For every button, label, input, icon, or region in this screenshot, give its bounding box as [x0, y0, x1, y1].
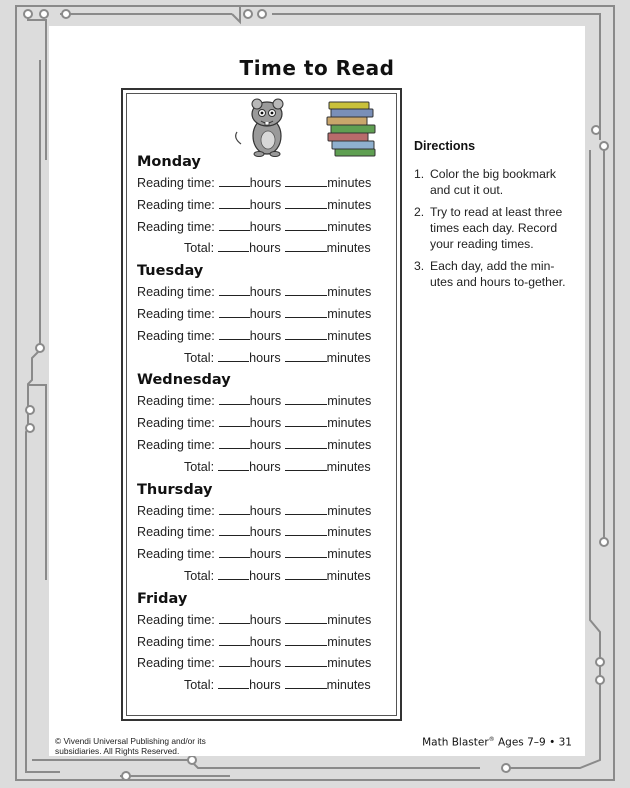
minutes-label: minutes — [327, 634, 372, 649]
hours-blank[interactable] — [218, 676, 249, 689]
minutes-blank[interactable] — [285, 218, 327, 231]
reading-time-label: Reading time: — [137, 285, 215, 300]
reading-time-label: Reading time: — [137, 176, 215, 190]
hours-label: hours — [249, 503, 282, 518]
reading-time-row — [137, 391, 387, 413]
direction-item — [414, 166, 579, 198]
reading-time-label: Reading time: — [137, 394, 215, 409]
hours-label: hours — [249, 328, 282, 343]
rat-icon — [236, 99, 283, 157]
hours-label: hours — [249, 525, 282, 540]
minutes-label: minutes — [326, 241, 371, 256]
hours-blank[interactable] — [219, 327, 250, 340]
total-label: Total: — [184, 568, 215, 583]
reading-time-label: Reading time: — [137, 437, 215, 452]
total-label: Total: — [184, 678, 215, 693]
hours-label: hours — [249, 306, 282, 321]
minutes-blank[interactable] — [285, 349, 327, 362]
day-section — [137, 369, 387, 478]
reading-time-label: Reading time: — [137, 612, 215, 627]
bookmark — [121, 88, 402, 721]
hours-blank[interactable] — [218, 567, 249, 580]
hours-blank[interactable] — [219, 502, 250, 515]
minutes-blank[interactable] — [285, 523, 327, 536]
hours-label: hours — [249, 568, 281, 583]
direction-number: 1. — [414, 167, 425, 181]
reading-time-label: Reading time: — [137, 306, 215, 321]
reading-time-row — [137, 632, 387, 654]
hours-label: hours — [249, 634, 282, 649]
hours-blank[interactable] — [219, 436, 250, 449]
reading-time-label: Reading time: — [137, 656, 215, 671]
registered-mark: ® — [488, 736, 495, 743]
direction-item — [414, 204, 579, 252]
hours-blank[interactable] — [219, 523, 250, 536]
minutes-blank[interactable] — [285, 414, 327, 427]
hours-blank[interactable] — [219, 174, 250, 187]
minutes-label: minutes — [327, 656, 372, 671]
hours-blank[interactable] — [219, 545, 250, 558]
total-time-row — [137, 675, 387, 697]
hours-blank[interactable] — [218, 458, 249, 471]
hours-label: hours — [249, 678, 281, 693]
reading-time-row — [137, 326, 387, 348]
minutes-label: minutes — [327, 547, 372, 562]
rat-and-books-illustration — [231, 96, 383, 158]
reading-time-row — [137, 304, 387, 326]
minutes-label: minutes — [327, 219, 372, 234]
reading-time-row — [137, 544, 387, 566]
hours-blank[interactable] — [219, 305, 250, 318]
minutes-label: minutes — [326, 350, 371, 365]
direction-text: Color the big bookmark and cut it out. — [430, 167, 556, 197]
hours-blank[interactable] — [219, 611, 250, 624]
hours-blank[interactable] — [218, 239, 249, 252]
minutes-blank[interactable] — [285, 327, 327, 340]
reading-time-label: Reading time: — [137, 328, 215, 343]
minutes-blank[interactable] — [285, 239, 327, 252]
reading-time-label: Reading time: — [137, 416, 215, 431]
worksheet-page — [49, 26, 585, 756]
minutes-blank[interactable] — [285, 436, 327, 449]
minutes-label: minutes — [327, 525, 372, 540]
day-section — [137, 260, 387, 369]
day-name: Monday — [137, 154, 201, 170]
directions-list — [414, 166, 579, 290]
total-time-row — [137, 566, 387, 588]
hours-blank[interactable] — [219, 392, 250, 405]
reading-time-label: Reading time: — [137, 547, 215, 562]
reading-time-label: Reading time: — [137, 634, 215, 649]
total-label: Total: — [184, 241, 215, 256]
minutes-blank[interactable] — [285, 654, 327, 667]
minutes-blank[interactable] — [285, 305, 327, 318]
footer-brand — [422, 736, 572, 749]
reading-time-row — [137, 413, 387, 435]
copyright-notice: © Vivendi Universal Publishing and/or its subsidiaries. All Rights Reserved. — [55, 736, 206, 756]
footer-separator: • — [549, 736, 556, 749]
reading-time-label: Reading time: — [137, 197, 215, 212]
hours-label: hours — [249, 459, 281, 474]
book-stack-icon — [327, 102, 375, 156]
directions-title: Directions — [414, 139, 476, 153]
minutes-blank[interactable] — [285, 611, 327, 624]
reading-time-row — [137, 610, 387, 632]
directions — [414, 139, 579, 296]
hours-blank[interactable] — [219, 218, 250, 231]
hours-label: hours — [249, 197, 282, 212]
days-list — [137, 151, 387, 697]
minutes-label: minutes — [327, 306, 372, 321]
day-section — [137, 151, 387, 260]
day-section — [137, 479, 387, 588]
minutes-blank[interactable] — [285, 196, 327, 209]
reading-time-label: Reading time: — [137, 525, 215, 540]
hours-blank[interactable] — [219, 283, 250, 296]
direction-text: Each day, add the min-utes and hours to-gether. — [430, 259, 566, 289]
hours-label: hours — [249, 547, 282, 562]
direction-number: 2. — [414, 205, 425, 219]
hours-label: hours — [249, 437, 282, 452]
hours-label: hours — [249, 656, 282, 671]
hours-blank[interactable] — [219, 633, 250, 646]
minutes-blank[interactable] — [285, 283, 327, 296]
minutes-blank[interactable] — [285, 502, 327, 515]
minutes-label: minutes — [327, 416, 372, 431]
minutes-label: minutes — [327, 394, 372, 409]
minutes-label: minutes — [327, 176, 372, 190]
reading-time-row — [137, 435, 387, 457]
hours-label: hours — [249, 176, 282, 190]
minutes-label: minutes — [327, 328, 372, 343]
age-range: Ages 7–9 — [498, 736, 546, 749]
hours-label: hours — [249, 350, 281, 365]
minutes-label: minutes — [327, 503, 372, 518]
brand-name: Math Blaster — [422, 736, 489, 749]
reading-time-row — [137, 653, 387, 675]
direction-text: Try to read at least three times each day. Record your reading times. — [430, 205, 563, 251]
hours-blank[interactable] — [219, 196, 250, 209]
minutes-blank[interactable] — [285, 567, 327, 580]
minutes-label: minutes — [326, 568, 371, 583]
minutes-blank[interactable] — [285, 545, 327, 558]
day-name: Friday — [137, 590, 188, 607]
reading-time-row — [137, 522, 387, 544]
hours-label: hours — [249, 416, 282, 431]
total-time-row — [137, 348, 387, 370]
day-name: Thursday — [137, 481, 213, 498]
direction-item — [414, 258, 579, 290]
hours-label: hours — [249, 612, 282, 627]
total-time-row — [137, 238, 387, 260]
minutes-blank[interactable] — [285, 633, 327, 646]
reading-time-label: Reading time: — [137, 219, 215, 234]
minutes-blank[interactable] — [285, 392, 327, 405]
page-number: 31 — [558, 736, 572, 749]
hours-blank[interactable] — [219, 414, 250, 427]
day-name: Wednesday — [137, 372, 231, 389]
reading-time-row — [137, 217, 387, 239]
reading-time-row — [137, 501, 387, 523]
hours-label: hours — [249, 285, 282, 300]
minutes-blank[interactable] — [285, 174, 327, 187]
minutes-label: minutes — [327, 285, 372, 300]
minutes-label: minutes — [327, 437, 372, 452]
reading-time-row — [137, 173, 387, 195]
minutes-label: minutes — [327, 612, 372, 627]
day-section — [137, 588, 387, 697]
minutes-label: minutes — [326, 678, 371, 693]
day-name: Tuesday — [137, 263, 204, 280]
reading-time-row — [137, 282, 387, 304]
hours-label: hours — [249, 394, 282, 409]
minutes-blank[interactable] — [285, 676, 327, 689]
total-time-row — [137, 457, 387, 479]
hours-blank[interactable] — [219, 654, 250, 667]
total-label: Total: — [184, 350, 215, 365]
direction-number: 3. — [414, 259, 425, 273]
minutes-label: minutes — [327, 197, 372, 212]
minutes-label: minutes — [326, 459, 371, 474]
minutes-blank[interactable] — [285, 458, 327, 471]
hours-blank[interactable] — [218, 349, 249, 362]
hours-label: hours — [249, 241, 281, 256]
reading-time-row — [137, 195, 387, 217]
page-title: Time to Read — [239, 56, 395, 80]
reading-time-label: Reading time: — [137, 503, 215, 518]
total-label: Total: — [184, 459, 215, 474]
hours-label: hours — [249, 219, 282, 234]
